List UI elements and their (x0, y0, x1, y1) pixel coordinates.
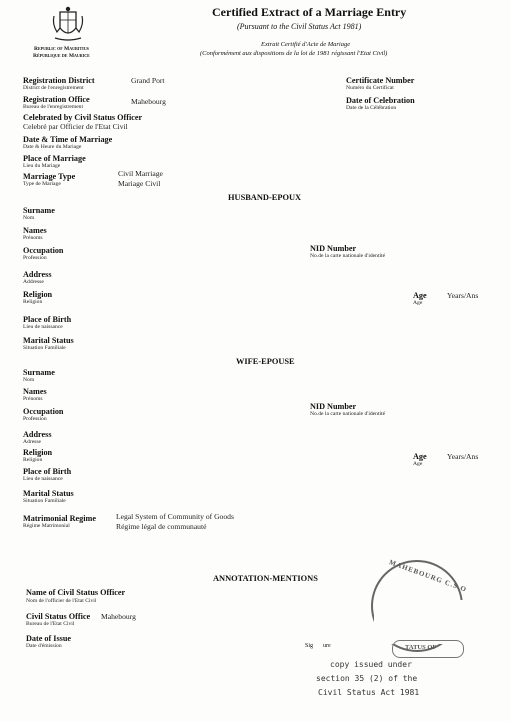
coat-of-arms-logo (50, 6, 86, 44)
registration-office-value: Mahebourg (131, 97, 166, 106)
marriage-datetime-sub: Date & Heure du Mariage (23, 144, 82, 150)
wife-religion-label: Religion (23, 448, 53, 457)
wife-age-unit: Years/Ans (447, 452, 479, 461)
registration-office-sub: Bureau de l'enregistrement (23, 104, 84, 110)
officer-name-label: Name of Civil Status Officer (26, 588, 126, 597)
matrimonial-regime-label: Matrimonial Regime (23, 514, 96, 523)
document-title: Certified Extract of a Marriage Entry (212, 5, 407, 19)
office-seal-text: MAHEBOURG C.S.O (388, 558, 468, 594)
wife-marital-sub: Situation Familiale (23, 498, 66, 504)
celebration-date-sub: Date de la Célébration (346, 105, 397, 111)
husband-marital-sub: Situation Familiale (23, 345, 66, 351)
husband-religion-label: Religion (23, 290, 53, 299)
wife-heading: WIFE-EPOUSE (236, 357, 295, 366)
husband-nid-sub: No.de la carte nationale d'identité (310, 253, 386, 259)
annotation-heading: ANNOTATION-MENTIONS (213, 574, 318, 583)
signature-prefix: Sig (305, 643, 314, 649)
husband-marital-label: Marital Status (23, 336, 74, 345)
registration-office-label: Registration Office (23, 95, 90, 104)
marriage-place-label: Place of Marriage (23, 154, 86, 163)
celebrated-by-sub: Celebré par Officier de l'Etat Civil (23, 122, 128, 131)
date-of-issue-label: Date of Issue (26, 634, 72, 643)
husband-religion-sub: Religion (23, 299, 43, 305)
certificate-number-label: Certificate Number (346, 76, 415, 85)
officer-name-sub: Nom de l'officier de l'Etat Civil (26, 598, 97, 604)
signature-label (305, 643, 331, 649)
wife-names-sub: Prénoms (23, 396, 43, 402)
wife-birthplace-sub: Lieu de naissance (23, 476, 63, 482)
husband-surname-sub: Nom (23, 215, 35, 221)
wife-names-label: Names (23, 387, 47, 396)
registration-district-value: Grand Port (131, 76, 165, 85)
wife-surname-label: Surname (23, 368, 55, 377)
husband-occupation-sub: Profession (23, 255, 47, 261)
wife-address-sub: Adresse (23, 439, 42, 445)
wife-surname-sub: Nom (23, 377, 35, 383)
wife-nid-sub: No.de la carte nationale d'identité (310, 411, 386, 417)
status-stamp-text: TATUS OF (405, 644, 437, 651)
wife-age-label: Age (413, 452, 427, 461)
marriage-type-label: Marriage Type (23, 172, 76, 181)
wife-nid-label: NID Number (310, 402, 357, 411)
husband-occupation-label: Occupation (23, 246, 64, 255)
husband-names-sub: Prénoms (23, 235, 43, 241)
husband-names-label: Names (23, 226, 47, 235)
matrimonial-regime-sub: Régime Matrimonial (23, 523, 70, 529)
husband-address-label: Address (23, 270, 52, 279)
civil-status-office-label: Civil Status Office (26, 612, 91, 621)
husband-age-label: Age (413, 291, 427, 300)
matrimonial-regime-value: Legal System of Community of Goods (116, 512, 234, 521)
husband-birthplace-sub: Lieu de naissance (23, 324, 63, 330)
wife-birthplace-label: Place of Birth (23, 467, 72, 476)
document-title-fr: Extrait Certifié d'Acte de Mariage (261, 41, 351, 48)
celebration-date-label: Date of Celebration (346, 96, 415, 105)
husband-birthplace-label: Place of Birth (23, 315, 72, 324)
status-stamp (392, 640, 464, 658)
husband-heading: HUSBAND-EPOUX (228, 193, 302, 202)
husband-address-sub: Addresse (23, 279, 44, 285)
copy-issued-line-3: Civil Status Act 1981 (318, 688, 420, 697)
wife-address-label: Address (23, 430, 52, 439)
civil-status-office-value: Mahebourg (101, 612, 136, 621)
crest-line-2: République de Maurice (33, 53, 90, 59)
redaction-block (374, 600, 484, 644)
wife-religion-sub: Religion (23, 457, 43, 463)
marriage-type-value: Civil Marriage (118, 169, 163, 178)
wife-occupation-sub: Profession (23, 416, 47, 422)
husband-nid-label: NID Number (310, 244, 357, 253)
registration-district-label: Registration District (23, 76, 95, 85)
crest-line-1: Republic of Mauritius (34, 46, 89, 52)
marriage-type-value-fr: Mariage Civil (118, 179, 161, 188)
wife-marital-label: Marital Status (23, 489, 74, 498)
copy-issued-line-2: section 35 (2) of the (316, 674, 418, 683)
matrimonial-regime-value-fr: Régime légal de communauté (116, 522, 207, 531)
husband-age-sub: Age (413, 300, 423, 306)
celebrated-by-label: Celebrated by Civil Status Officer (23, 113, 143, 122)
registration-district-sub: District de l'enregistrement (23, 85, 84, 91)
document-subtitle: (Pursuant to the Civil Status Act 1981) (237, 22, 362, 31)
marriage-place-sub: Lieu du Mariage (23, 163, 61, 169)
document-subtitle-fr: (Conformément aux dispositions de la loi de 1981 régissant l'Etat Civil) (200, 50, 388, 57)
signature-suffix: ure (323, 643, 331, 649)
wife-age-sub: Age (413, 461, 423, 467)
marriage-datetime-label: Date & Time of Marriage (23, 135, 113, 144)
wife-occupation-label: Occupation (23, 407, 64, 416)
certificate-number-sub: Numéro du Certificat (346, 85, 394, 91)
husband-surname-label: Surname (23, 206, 55, 215)
copy-issued-line-1: copy issued under (330, 660, 412, 669)
date-of-issue-sub: Date d'émission (26, 643, 62, 649)
civil-status-office-sub: Bureau de l'Etat Civil (26, 621, 75, 627)
marriage-type-sub: Type de Mariage (23, 181, 61, 187)
husband-age-unit: Years/Ans (447, 291, 479, 300)
